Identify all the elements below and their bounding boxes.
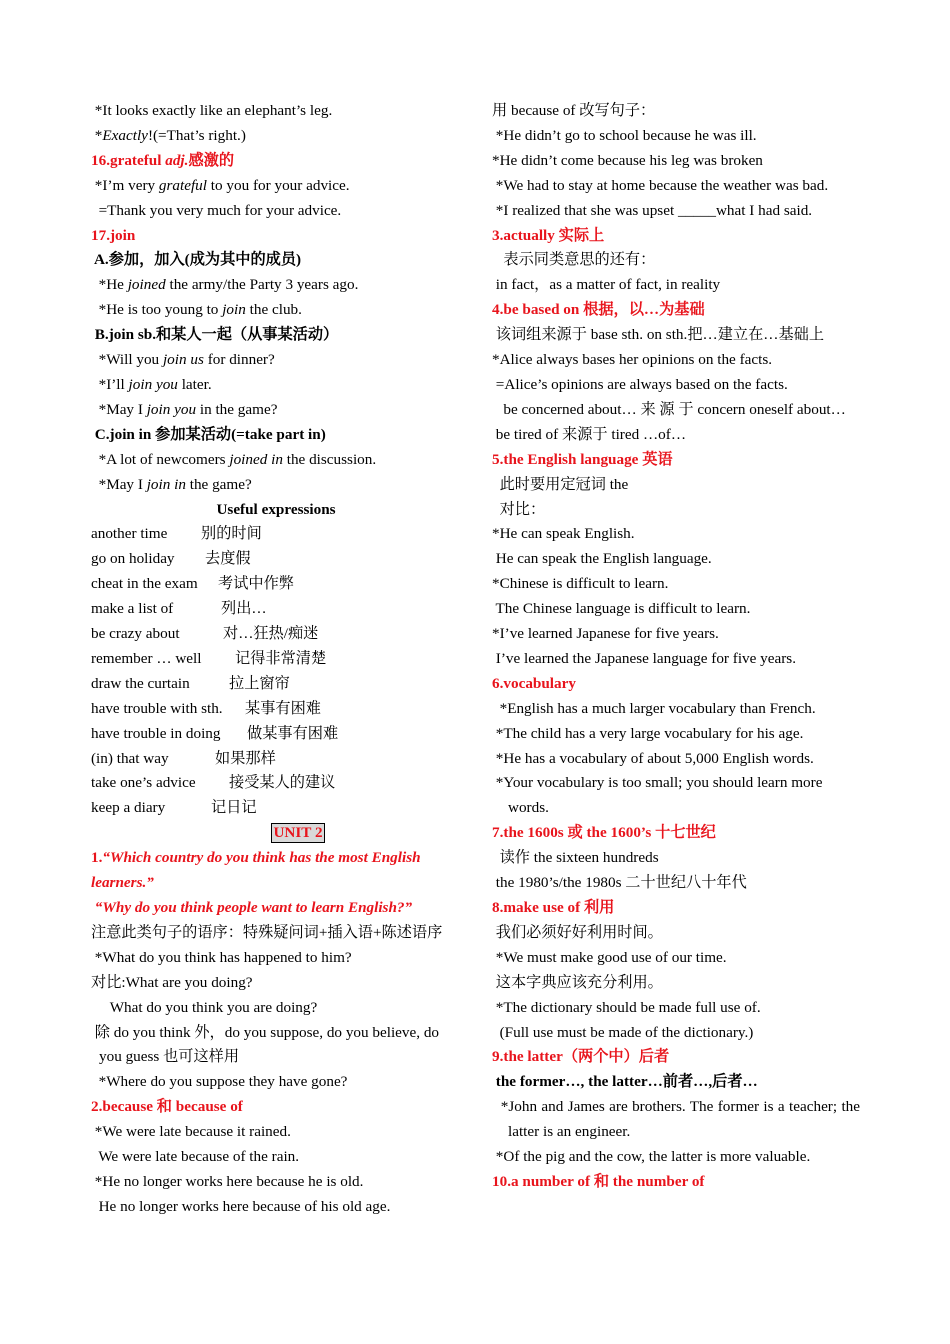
expression-chinese: 记得非常清楚 [235,649,327,667]
section-heading: 2.because 和 because of [91,1098,243,1116]
text-line: 除 do you think 外，do you suppose, do you believe, do you guess 也可这样用 [91,1023,443,1066]
text-line: *I’ll join you later. [91,375,212,393]
unit-label: UNIT 2 [273,824,323,842]
text-line: 对比： [492,500,546,518]
text-line: =Alice’s opinions are always based on the facts. [492,375,788,393]
text-line: *He joined the army/the Party 3 years ago. [91,276,359,294]
section-heading: 9.the latter（两个中）后者 [492,1048,670,1066]
expression-english: make a list of [91,600,174,618]
text-line: *He didn’t go to school because he was ill. [492,126,757,144]
expression-row [91,572,461,597]
text-line: *It looks exactly like an elephant’s leg. [91,102,333,119]
expression-chinese: 记日记 [211,799,257,817]
expression-row [91,647,461,672]
text-line: *English has a much larger vocabulary than French. [492,699,816,717]
expression-chinese: 考试中作弊 [218,575,294,593]
text-line: B.join sb.和某人一起（从事某活动） [91,326,339,344]
section-heading: 4.be based on 根据，以…为基础 [492,301,705,319]
text-line: *May I join you in the game? [91,400,278,418]
text-line: I’ve learned the Japanese language for five years. [492,649,797,667]
expression-chinese: 拉上窗帘 [229,674,290,692]
right-column [492,99,864,1195]
text-line: *I’m very grateful to you for your advice. [91,176,350,194]
section-heading: 1.“Which country do you think has the most English learners.” [91,849,421,892]
section-heading: 17.join [91,226,136,244]
text-line: 我们必须好好利用时间。 [492,923,663,941]
expression-english: (in) that way [91,749,169,767]
expression-chinese: 如果那样 [215,749,276,767]
text-line: The Chinese language is difficult to learn. [492,600,751,618]
expression-row [91,622,461,647]
text-line: 用 because of 改写句子： [492,102,656,119]
text-line: 读作 the sixteen hundreds [492,849,659,867]
text-line: in fact，as a matter of fact, in reality [492,276,721,294]
text-line: =Thank you very much for your advice. [91,201,342,219]
section-heading: 3.actually 实际上 [492,226,605,244]
expression-row [91,771,461,796]
text-line: 此时要用定冠词 the [492,475,629,493]
text-line: be concerned about… 来 源 于 concern oneself about… [492,400,846,418]
text-line: *Of the pig and the cow, the latter is more valuable. [492,1148,811,1166]
text-line: “Why do you think people want to learn English?” [94,899,413,916]
expression-english: cheat in the exam [91,575,198,593]
text-line: *Exactly!(=That’s right.) [91,126,246,144]
expression-english: keep a diary [91,799,166,817]
text-line: *He can speak English. [492,525,635,543]
text-line: A.参加，加入(成为其中的成员) [91,251,302,269]
section-heading: 6.vocabulary [492,674,576,692]
section-heading: 8.make use of 利用 [492,899,615,916]
text-line: We were late because of the rain. [91,1148,300,1166]
section-heading: 5.the English language 英语 [492,450,673,468]
expression-chinese: 接受某人的建议 [229,774,336,792]
text-line: 注意此类句子的语序：特殊疑问词+插入语+陈述语序 [91,923,443,941]
expression-english: go on holiday [91,550,175,568]
expression-row [91,672,461,697]
expression-row [91,522,461,547]
expression-english: have trouble in doing [91,724,221,742]
text-line: *Where do you suppose they have gone? [91,1073,348,1091]
expression-chinese: 去度假 [205,550,251,568]
text-line: *He didn’t come because his leg was broken [492,151,763,169]
text-line: C.join in 参加某活动(=take part in) [91,425,326,443]
expression-row [91,722,461,747]
expression-english: draw the curtain [91,674,190,692]
text-line: *I realized that she was upset _____what I had said. [492,201,813,219]
text-line: *He no longer works here because he is old. [91,1172,364,1190]
expression-english: have trouble with sth. [91,699,223,717]
text-line: 该词组来源于 base sth. on sth.把…建立在…基础上 [492,326,825,344]
text-line: *We were late because it rained. [91,1123,291,1141]
text-line: *Alice always bases her opinions on the facts. [492,351,773,369]
text-line: the former…, the latter…前者…,后者… [492,1073,758,1091]
text-line: *What do you think has happened to him? [91,948,352,966]
text-line: *We had to stay at home because the weather was bad. [492,176,829,194]
expression-chinese: 某事有困难 [245,699,321,717]
text-line: 这本字典应该充分利用。 [492,973,663,991]
section-heading: 16.grateful adj.感激的 [91,151,235,169]
text-line: 对比:What are you doing? [91,973,253,991]
text-line: *The dictionary should be made full use of. [492,998,761,1016]
unit-heading [91,821,461,846]
text-line: *We must make good use of our time. [492,948,727,966]
text-line: be tired of 来源于 tired …of… [492,425,687,443]
expression-chinese: 做某事有困难 [247,724,339,742]
text-line: He can speak the English language. [492,550,712,568]
expression-english: another time [91,525,168,543]
expression-english: take one’s advice [91,774,196,792]
text-line: What do you think you are doing? [91,998,318,1016]
text-line: *I’ve learned Japanese for five years. [492,625,719,643]
expression-row [91,747,461,772]
text-line: *A lot of newcomers joined in the discussion. [91,450,377,468]
text-line: *The child has a very large vocabulary for his age. [492,724,804,742]
expression-chinese: 列出… [221,600,267,618]
section-heading: 10.a number of 和 the number of [492,1172,705,1190]
text-line: 表示同类意思的还有： [492,251,656,269]
text-line: *John and James are brothers. The former is a teacher; the latter is an engineer. [492,1098,864,1141]
text-line: *Chinese is difficult to learn. [492,575,669,593]
expression-english: remember … well [91,649,202,667]
text-line: *Will you join us for dinner? [91,351,275,369]
expression-row [91,796,461,821]
text-line: *He has a vocabulary of about 5,000 English words. [492,749,814,767]
expression-english: be crazy about [91,625,180,643]
text-line: *He is too young to join the club. [91,301,302,319]
text-line: the 1980’s/the 1980s 二十世纪八十年代 [492,874,747,892]
text-line: He no longer works here because of his old age. [91,1197,391,1215]
text-line: Useful expressions [216,500,336,518]
text-line: *May I join in the game? [91,475,252,493]
section-heading: 7.the 1600s 或 the 1600’s 十七世纪 [492,824,716,842]
text-line: *Your vocabulary is too small; you should learn more words. [492,774,827,817]
expression-row [91,547,461,572]
expression-row [91,697,461,722]
expression-row [91,597,461,622]
expression-chinese: 别的时间 [201,525,262,543]
text-line: (Full use must be made of the dictionary.) [492,1023,754,1041]
expression-chinese: 对…狂热/痴迷 [223,625,319,643]
left-column [91,99,461,1220]
